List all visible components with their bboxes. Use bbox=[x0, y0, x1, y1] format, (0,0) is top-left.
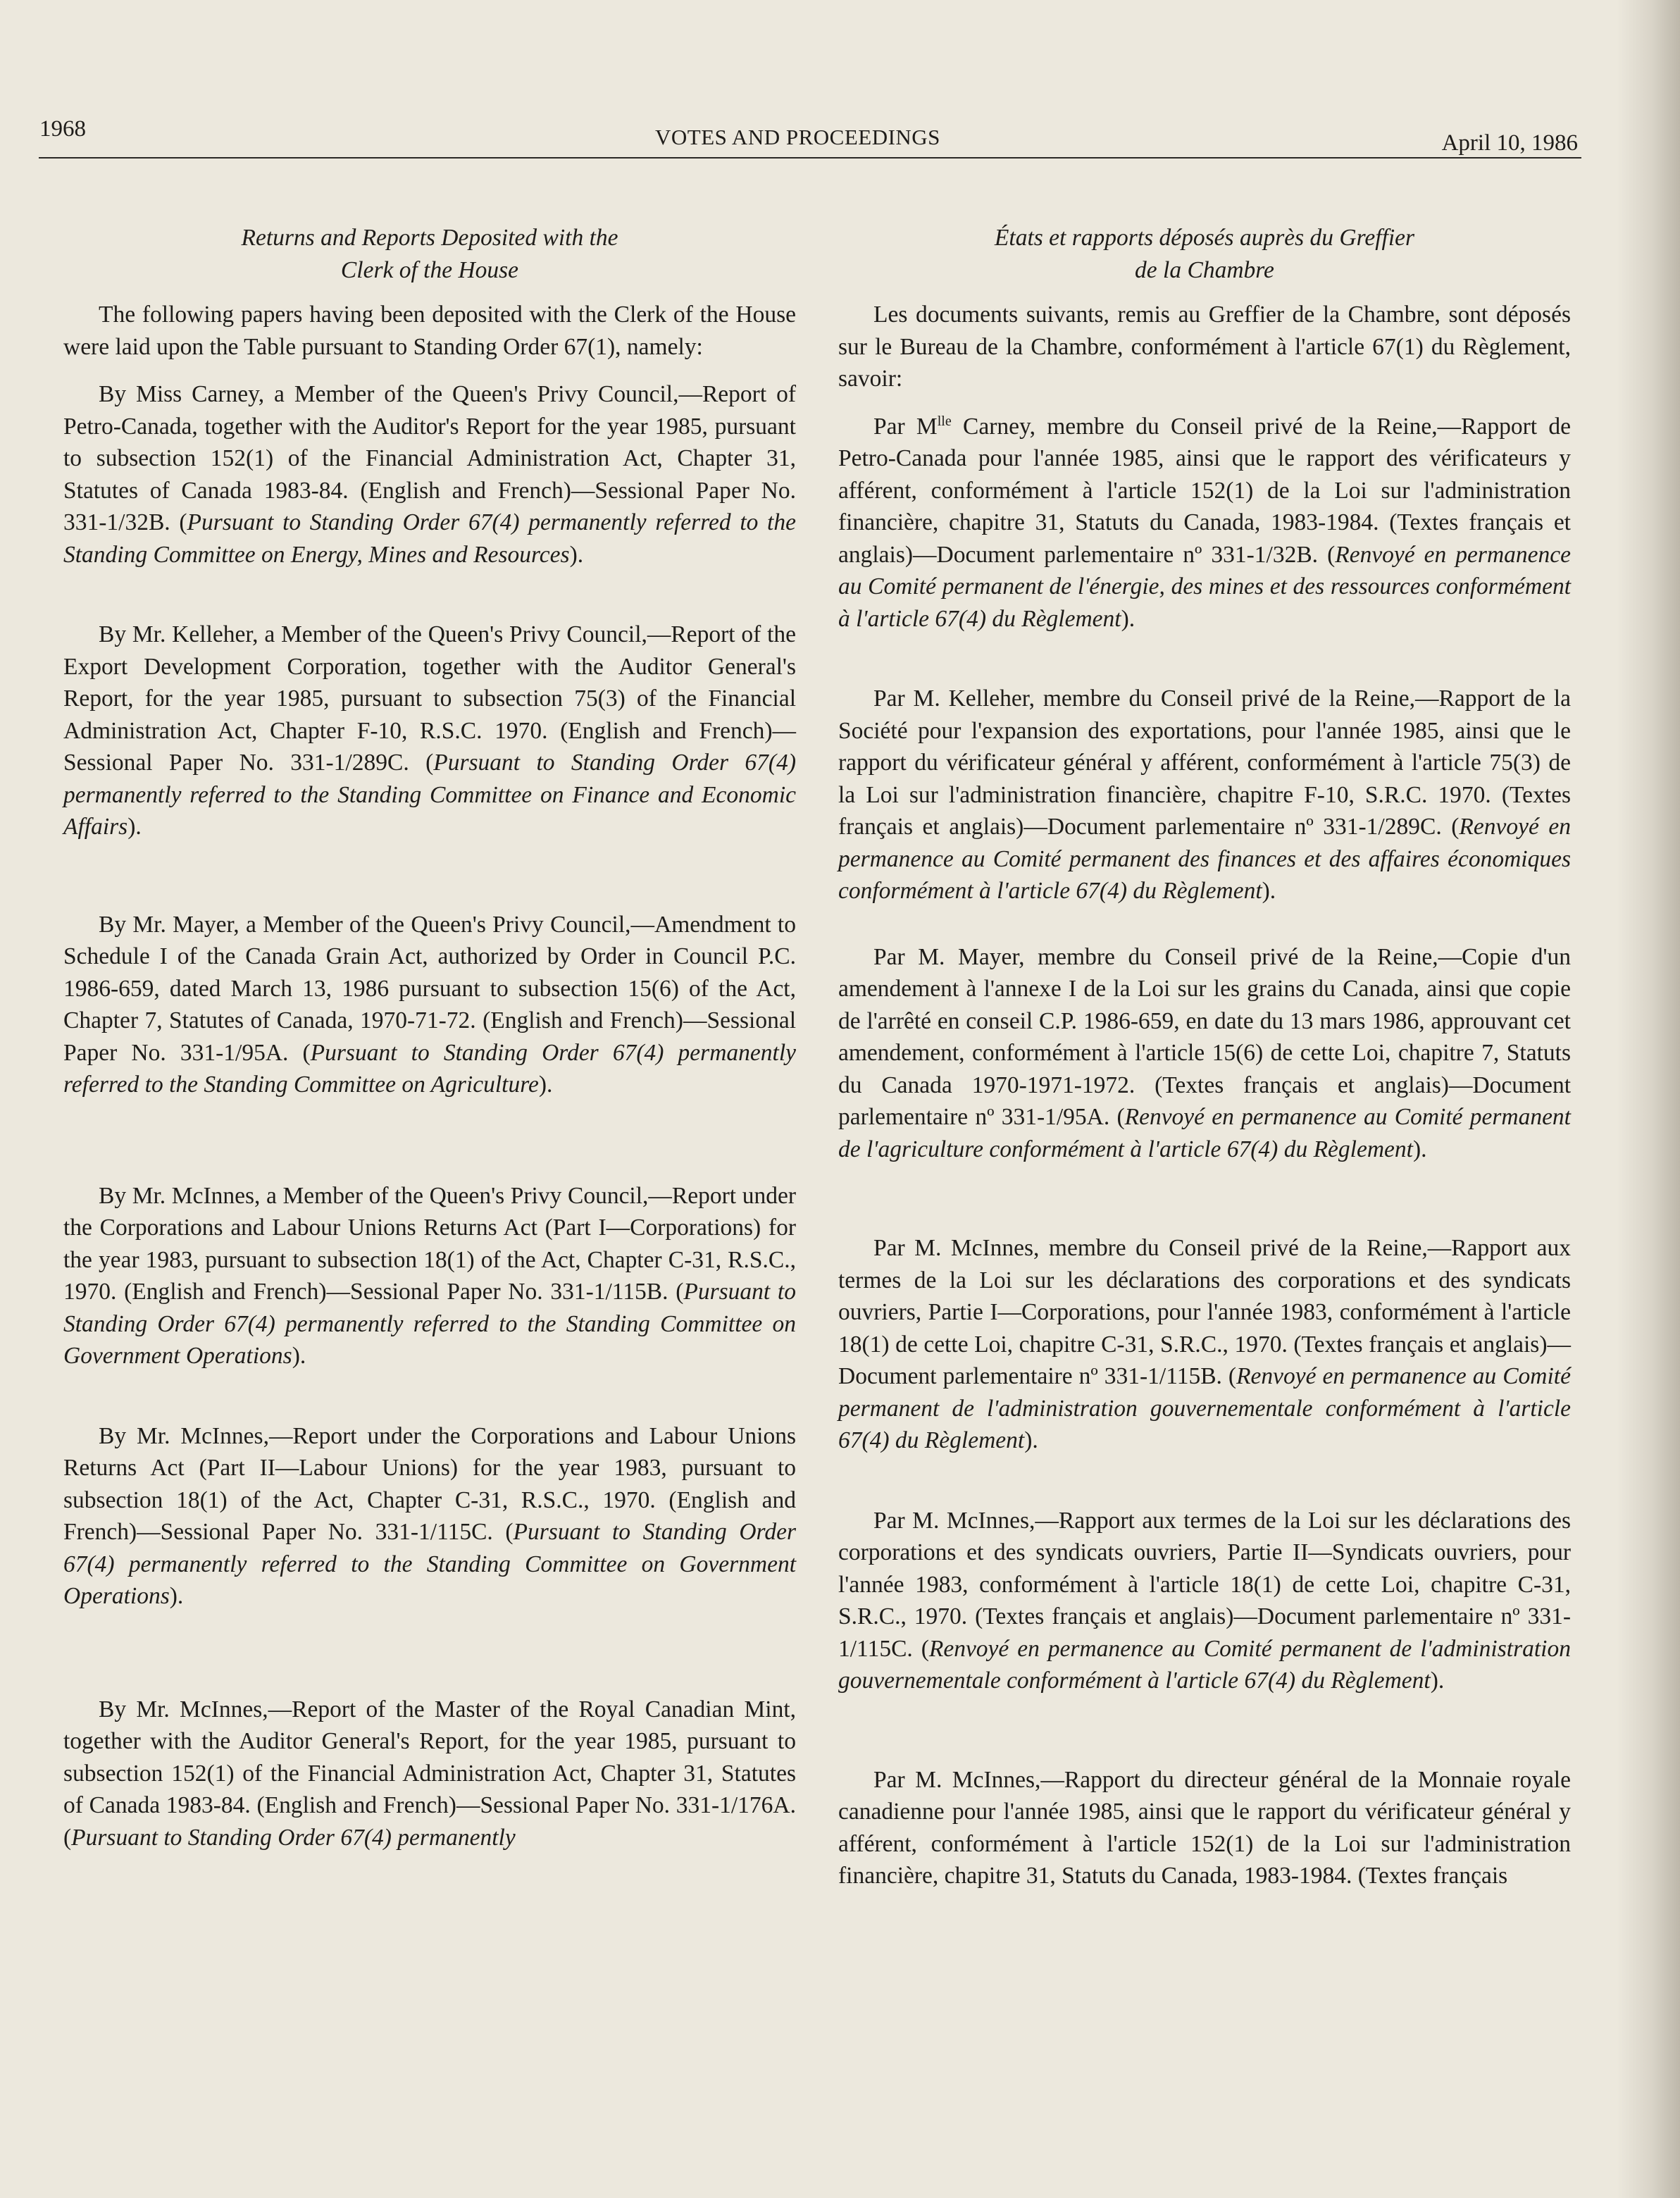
french-item-mcinnes-mint: Par M. McInnes,—Rapport du directeur général de la Monnaie royale canadienne pour l'année 1985, ainsi que le rapport du vérificateur général y afférent, conformément à l'article 152(1) de la Loi sur l'administration financière, chapitre 31, Statuts du Canada, 1983-1984. (Textes français bbox=[838, 1766, 1571, 1889]
french-section-title: États et rapports déposés auprès du Greffier de la Chambre bbox=[994, 225, 1415, 283]
english-item-carney: By Miss Carney, a Member of the Queen's Privy Council,—Report of Petro-Canada, together with the Auditor's Report for the year 1985, pursuant to subsection 152(1) of the Financial Administration Act, Chapter 31, Statutes of Canada 1983-84. (English and French)—Sessional Paper No. 331-1/32B. (Pursuant to Standing Order 67(4) permanently referred to the Standing Committee on Energy, Mines and Resources). bbox=[63, 381, 796, 568]
french-intro: Les documents suivants, remis au Greffier de la Chambre, sont déposés sur le Bureau de la Chambre, conformément à l'article 67(1) du Règlement, savoir: bbox=[838, 302, 1571, 392]
french-item-kelleher: Par M. Kelleher, membre du Conseil privé de la Reine,—Rapport de la Société pour l'expansion des exportations, pour l'année 1985, ainsi que le rapport du vérificateur général y afférent, conformément à l'article 75(3) de la Loi sur l'administration financière, chapitre F-10, S.R.C. 1970. (Textes français et anglais)—Document parlementaire nº 331-1/289C. (Renvoyé en permanence au Comité permanent des finances et des affaires économiques conformément à l'article 67(4) du Règlement). bbox=[838, 685, 1572, 904]
french-item-carney: Par $M^{lle}$ Carney, membre du Conseil privé de la Reine,—Rapport de Petro-Canada pour l'année 1985, ainsi que le rapport des vérificateurs y afférent, conformément à l'article 152(1) de la Loi sur l'administration financière, chapitre 31, Statuts du Canada, 1983-1984. (Textes français et anglais)—Document parlementaire nº 331-1/32B. (Renvoyé en permanence au Comité permanent de l'énergie, des mines et des ressources conformément à l'article 67(4) du Règlement). bbox=[838, 413, 1572, 632]
english-item-mcinnes-part1: By Mr. McInnes, a Member of the Queen's Privy Council,—Report under the Corporations and Labour Unions Returns Act (Part I—Corporations) for the year 1983, pursuant to subsection 18(1) of the Act, Chapter C-31, R.S.C., 1970. (English and French)—Sessional Paper No. 331-1/115B. (Pursuant to Standing Order 67(4) permanently referred to the Standing Committee on Government Operations). bbox=[63, 1182, 796, 1369]
page-edge-shadow bbox=[1617, 0, 1680, 2198]
english-intro: The following papers having been deposited with the Clerk of the House were laid upon the Table pursuant to Standing Order 67(1), namely: bbox=[63, 302, 796, 360]
english-section-title: Returns and Reports Deposited with the Clerk of the House bbox=[241, 225, 618, 283]
page-header bbox=[35, 116, 1578, 159]
page-number: 1968 bbox=[39, 116, 86, 142]
french-item-mayer: Par M. Mayer, membre du Conseil privé de la Reine,—Copie d'un amendement à l'annexe I de la Loi sur les grains du Canada, ainsi que copie de l'arrêté en conseil C.P. 1986-659, en date du 13 mars 1986, approuvant cet amendement, conformément à l'article 15(6) de cette Loi, chapitre 7, Statuts du Canada 1970-1971-1972. (Textes français et anglais)—Document parlementaire nº 331-1/95A. (Renvoyé en permanence au Comité permanent de l'agriculture conformément à l'article 67(4) du Règlement). bbox=[838, 943, 1571, 1162]
french-column bbox=[838, 222, 1571, 1892]
running-title: VOTES AND PROCEEDINGS bbox=[655, 125, 940, 149]
page-date: April 10, 1986 bbox=[1441, 130, 1578, 156]
english-item-kelleher: By Mr. Kelleher, a Member of the Queen's Privy Council,—Report of the Export Development Corporation, together with the Auditor General's Report, for the year 1985, pursuant to subsection 75(3) of the Financial Administration Act, Chapter F-10, R.S.C. 1970. (English and French)—Sessional Paper No. 331-1/289C. (Pursuant to Standing Order 67(4) permanently referred to the Standing Committee on Finance and Economic Affairs). bbox=[63, 621, 796, 840]
french-item-mcinnes-part2: Par M. McInnes,—Rapport aux termes de la Loi sur les déclarations des corporations et des syndicats ouvriers, Partie II—Syndicats ouvriers, pour l'année 1983, conformément à l'article 18(1) de cette Loi, chapitre C-31, S.R.C., 1970. (Textes français et anglais)—Document parlementaire nº 331-1/115C. (Renvoyé en permanence au Comité permanent de l'administration gouvernementale conformément à l'article 67(4) du Règlement). bbox=[838, 1507, 1571, 1694]
english-item-mcinnes-mint: By Mr. McInnes,—Report of the Master of the Royal Canadian Mint, together with the Auditor General's Report, for the year 1985, pursuant to subsection 152(1) of the Financial Administration Act, Chapter 31, Statutes of Canada 1983-84. (English and French)—Sessional Paper No. 331-1/176A. (Pursuant to Standing Order 67(4) permanently bbox=[63, 1696, 796, 1851]
french-item-mcinnes-part1: Par M. McInnes, membre du Conseil privé de la Reine,—Rapport aux termes de la Loi sur les déclarations des corporations et des syndicats ouvriers, Partie I—Corporations, pour l'année 1983, conformément à l'article 18(1) de cette Loi, chapitre C-31, S.R.C., 1970. (Textes français et anglais)—Document parlementaire nº 331-1/115B. (Renvoyé en permanence au Comité permanent de l'administration gouvernementale conformément à l'article 67(4) du Règlement). bbox=[838, 1235, 1571, 1453]
english-item-mayer: By Mr. Mayer, a Member of the Queen's Privy Council,—Amendment to Schedule I of the Canada Grain Act, authorized by Order in Council P.C. 1986-659, dated March 13, 1986 pursuant to subsection 15(6) of the Act, Chapter 7, Statutes of Canada, 1970-71-72. (English and French)—Sessional Paper No. 331-1/95A. (Pursuant to Standing Order 67(4) permanently referred to the Standing Committee on Agriculture). bbox=[63, 911, 796, 1098]
header-rule bbox=[39, 157, 1581, 159]
english-item-mcinnes-part2: By Mr. McInnes,—Report under the Corporations and Labour Unions Returns Act (Part II—Labour Unions) for the year 1983, pursuant to subsection 18(1) of the Act, Chapter C-31, R.S.C., 1970. (English and French)—Sessional Paper No. 331-1/115C. (Pursuant to Standing Order 67(4) permanently referred to the Standing Committee on Government Operations). bbox=[63, 1422, 796, 1609]
english-column bbox=[63, 222, 796, 1854]
